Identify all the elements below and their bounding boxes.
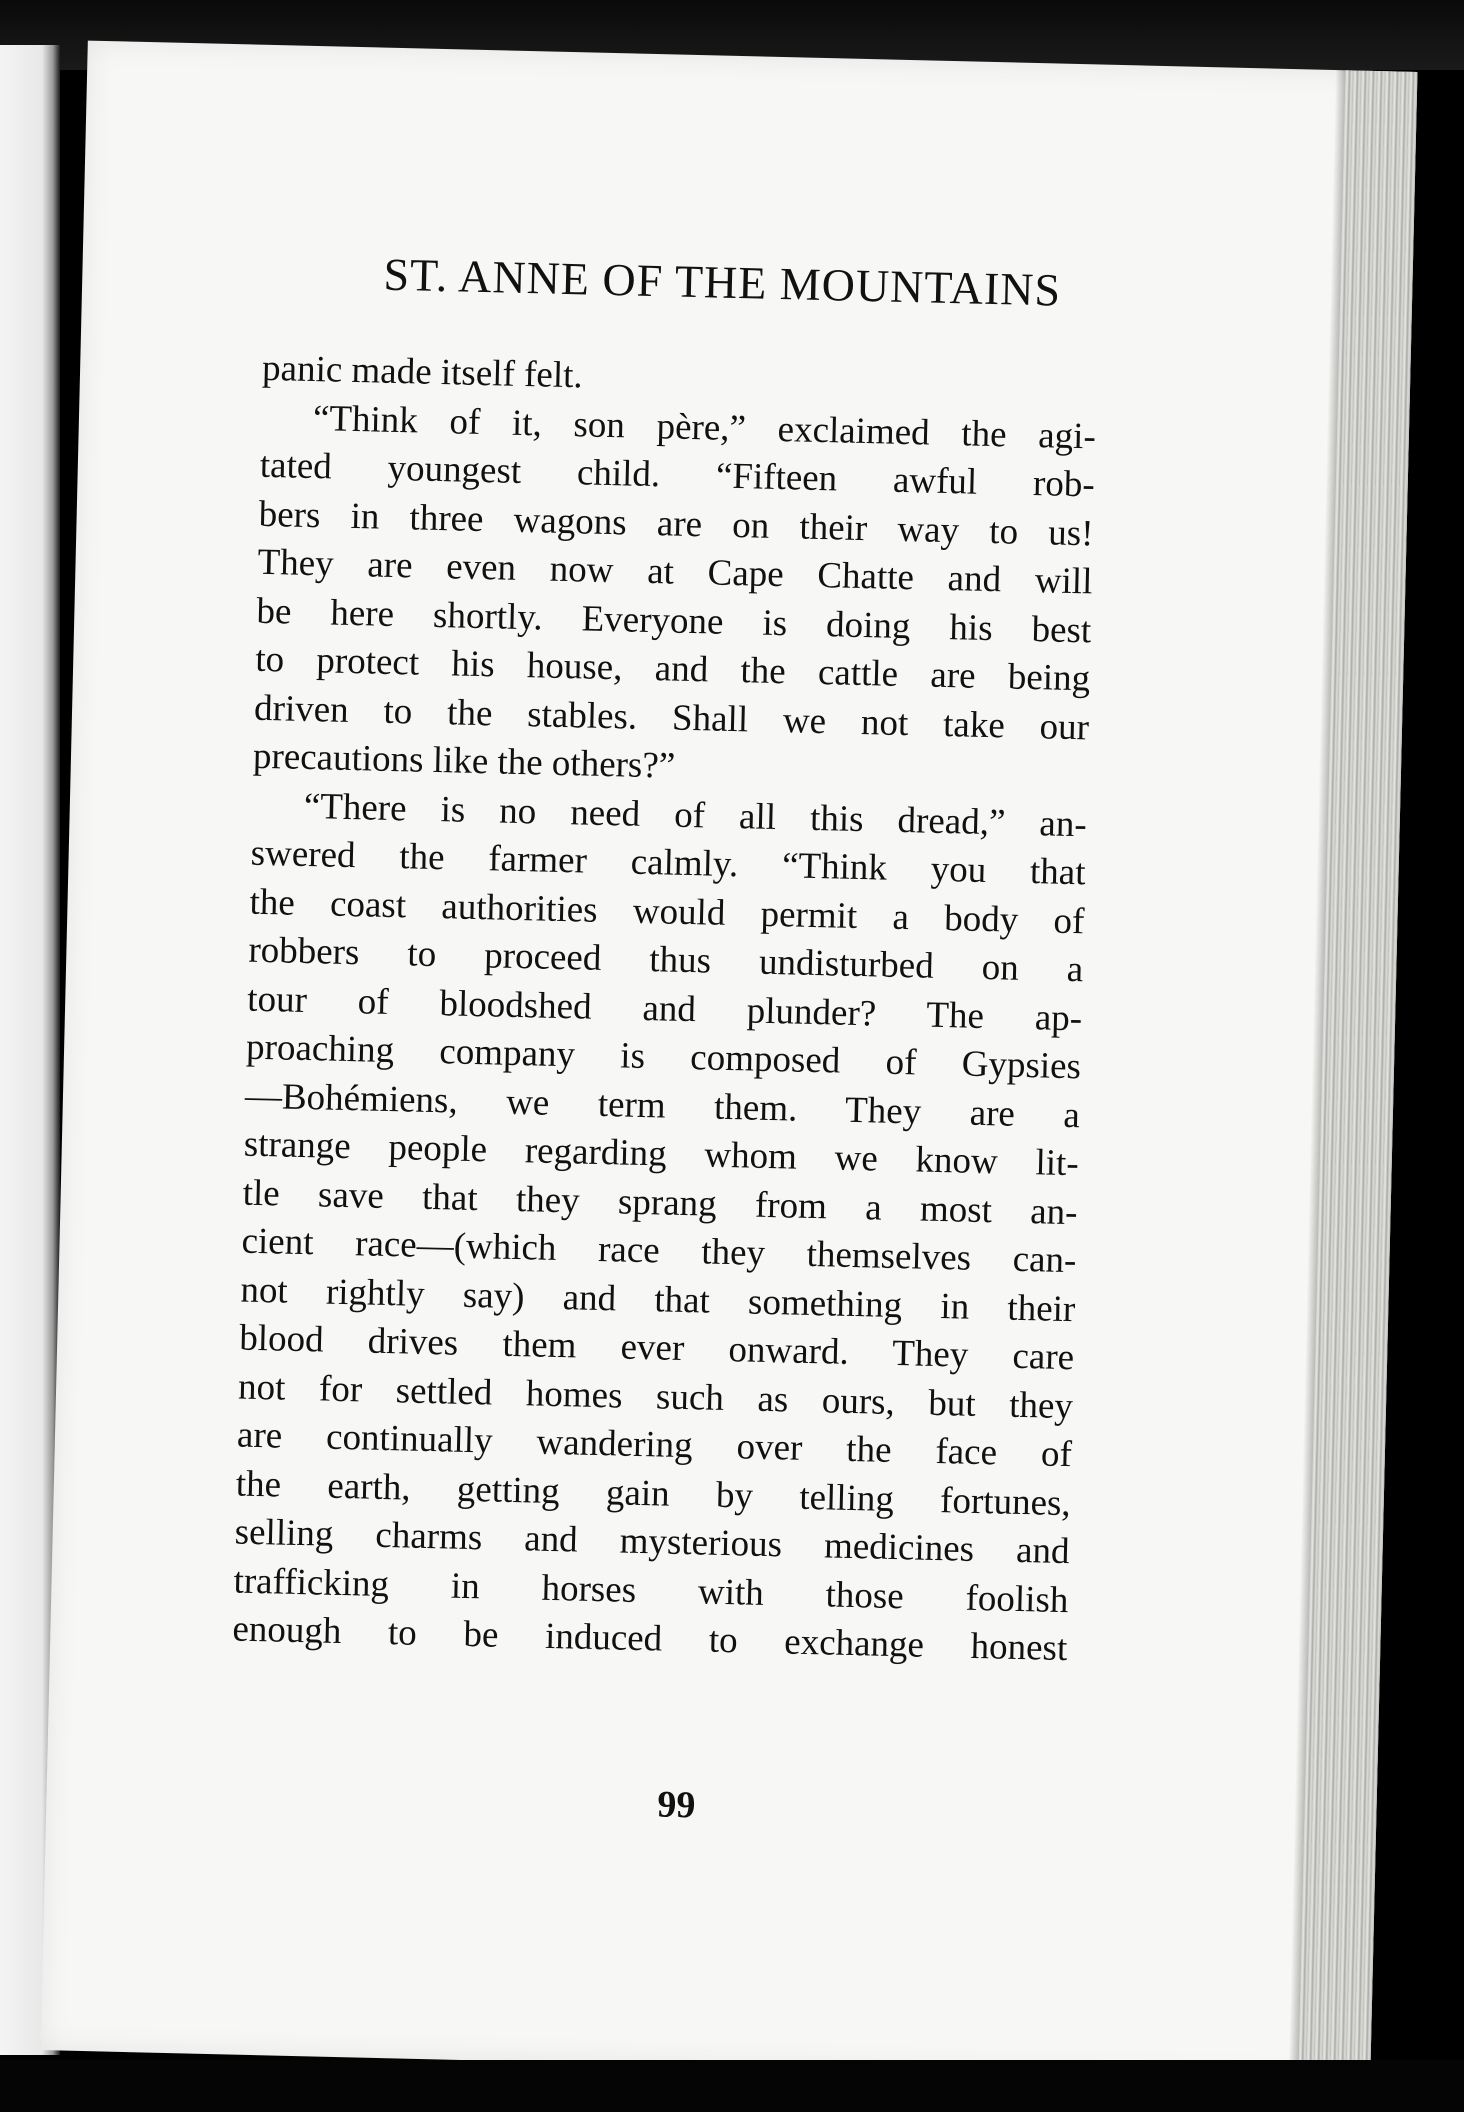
scan-background-bottom xyxy=(0,2060,1464,2112)
page-number-row xyxy=(46,1768,1377,1843)
book-page xyxy=(41,41,1418,2082)
text-line: are continually wandering over the face of xyxy=(236,1414,1073,1476)
text-line: “Think of it, son père,” exclaimed the agi- xyxy=(312,397,1097,457)
text-line: not for settled homes such as ours, but they xyxy=(237,1366,1074,1427)
text-line: proaching company is composed of Gypsies xyxy=(245,1026,1082,1088)
text-line: swered the farmer calmly. “Think you that xyxy=(250,832,1087,894)
text-line: panic made itself felt. xyxy=(261,347,584,397)
text-line: blood drives them ever onward. They care xyxy=(238,1317,1075,1379)
text-line: driven to the stables. Shall we not take our xyxy=(253,687,1090,748)
text-line: —Bohémiens, we term them. They are a xyxy=(244,1075,1081,1136)
text-line: bers in three wagons are on their way to us! xyxy=(258,493,1095,554)
text-line: not rightly say) and that something in their xyxy=(239,1269,1076,1330)
text-line: be here shortly. Everyone is doing his best xyxy=(255,590,1092,651)
text-line: robbers to proceed thus undisturbed on a xyxy=(247,929,1084,991)
text-line: trafficking in horses with those foolish xyxy=(233,1559,1069,1621)
text-line: enough to be induced to exchange honest xyxy=(231,1608,1068,1670)
text-line: precautions like the others?” xyxy=(252,735,676,787)
text-line: tour of bloodshed and plunder? The ap- xyxy=(246,978,1083,1039)
text-line: “There is no need of all this dread,” an- xyxy=(303,785,1088,845)
page-number: 99 xyxy=(656,1783,696,1827)
body-text xyxy=(232,345,1098,1674)
running-head: ST. ANNE OF THE MOUNTAINS xyxy=(382,248,1062,316)
text-line: tated youngest child. “Fifteen awful rob- xyxy=(259,444,1096,506)
text-line: cient race—(which race they themselves can- xyxy=(241,1220,1077,1282)
text-line: selling charms and mysterious medicines and xyxy=(234,1511,1071,1573)
text-line: tle save that they sprang from a most an- xyxy=(242,1172,1079,1233)
page-block-edges xyxy=(1298,70,1417,2081)
text-line: the coast authorities would permit a body of xyxy=(249,881,1085,942)
text-line: They are even now at Cape Chatte and will xyxy=(257,541,1093,603)
text-line: strange people regarding whom we know lit- xyxy=(243,1123,1080,1185)
text-line: the earth, getting gain by telling fortunes, xyxy=(235,1463,1072,1524)
text-line: to protect his house, and the cattle are being xyxy=(254,638,1091,700)
